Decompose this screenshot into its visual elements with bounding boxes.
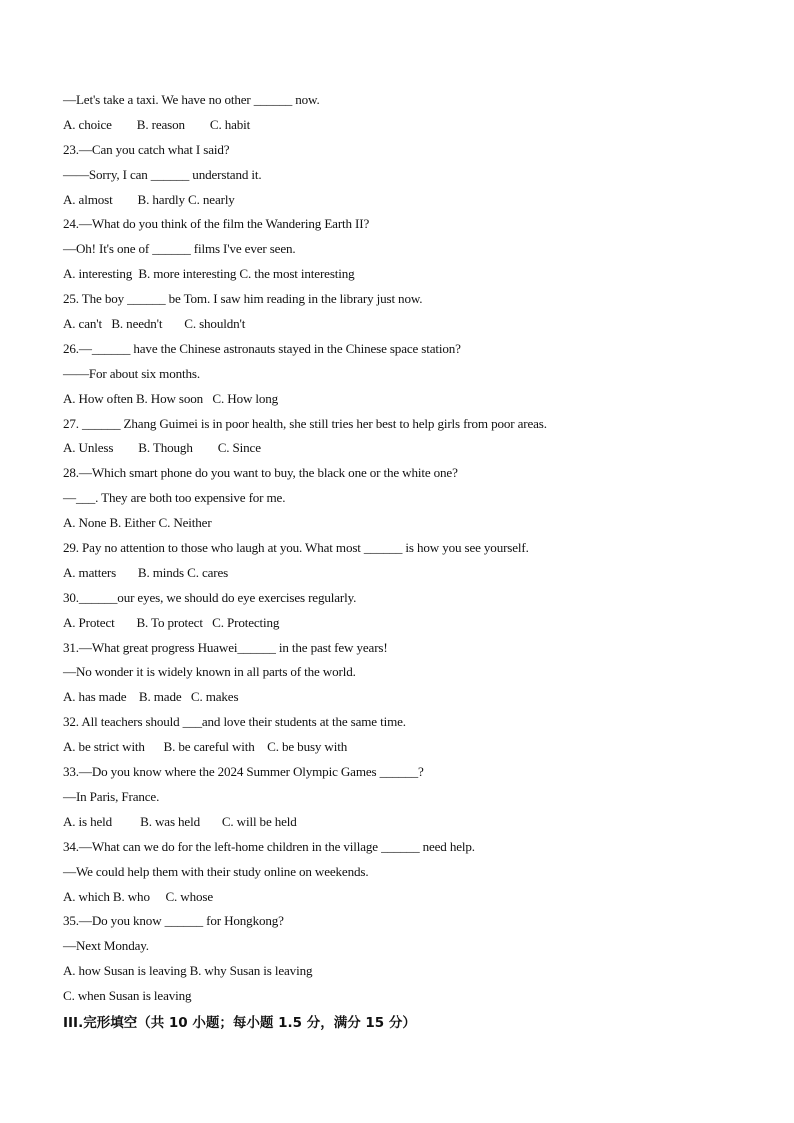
answer-options: A. how Susan is leaving B. why Susan is leaving	[63, 963, 313, 979]
text-line: —Next Monday.	[63, 938, 149, 954]
text-line: ——Sorry, I can ______ understand it.	[63, 166, 262, 182]
question-29: 29. Pay no attention to those who laugh at you. What most ______ is how you see yourself.	[63, 540, 529, 556]
answer-options: A. which B. who C. whose	[63, 888, 214, 904]
question-28: 28.—Which smart phone do you want to buy, the black one or the white one?	[63, 465, 458, 481]
answer-options: A. be strict with B. be careful with C. be busy with	[63, 739, 348, 755]
answer-options: A. interesting B. more interesting C. the most interesting	[63, 266, 355, 282]
document-page	[63, 91, 743, 1037]
question-32: 32. All teachers should ___and love their students at the same time.	[63, 714, 406, 730]
question-33: 33.—Do you know where the 2024 Summer Olympic Games ______?	[63, 764, 424, 780]
answer-options: A. can't B. needn't C. shouldn't	[63, 316, 246, 332]
answer-options: A. almost B. hardly C. nearly	[63, 191, 235, 207]
question-35: 35.—Do you know ______ for Hongkong?	[63, 913, 284, 929]
text-line: —We could help them with their study online on weekends.	[63, 863, 369, 879]
text-line: —No wonder it is widely known in all parts of the world.	[63, 664, 356, 680]
answer-options: C. when Susan is leaving	[63, 988, 192, 1004]
question-26: 26.—______ have the Chinese astronauts stayed in the Chinese space station?	[63, 340, 461, 356]
answer-options: A. has made B. made C. makes	[63, 689, 239, 705]
section-heading: III.完形填空（共 10 小题；每小题 1.5 分，满分 15 分）	[63, 1014, 416, 1031]
question-24: 24.—What do you think of the film the Wandering Earth II?	[63, 216, 370, 232]
question-27: 27. ______ Zhang Guimei is in poor health, she still tries her best to help girls from poor areas.	[63, 415, 547, 431]
text-line: —Oh! It's one of ______ films I've ever seen.	[63, 241, 296, 257]
question-34: 34.—What can we do for the left-home children in the village ______ need help.	[63, 838, 475, 854]
answer-options: A. choice B. reason C. habit	[63, 116, 251, 132]
text-line: —___. They are both too expensive for me.	[63, 490, 286, 506]
answer-options: A. How often B. How soon C. How long	[63, 390, 279, 406]
answer-options: A. Unless B. Though C. Since	[63, 440, 261, 456]
text-line: —Let's take a taxi. We have no other ______ now.	[63, 92, 320, 107]
answer-options: A. is held B. was held C. will be held	[63, 813, 297, 829]
question-31: 31.—What great progress Huawei______ in the past few years!	[63, 639, 388, 655]
text-line: ——For about six months.	[63, 365, 200, 381]
answer-options: A. None B. Either C. Neither	[63, 515, 212, 531]
text-line: —In Paris, France.	[63, 788, 160, 804]
answer-options: A. matters B. minds C. cares	[63, 564, 229, 580]
question-25: 25. The boy ______ be Tom. I saw him reading in the library just now.	[63, 291, 423, 307]
answer-options: A. Protect B. To protect C. Protecting	[63, 614, 280, 630]
question-30: 30.______our eyes, we should do eye exercises regularly.	[63, 589, 357, 605]
question-23: 23.—Can you catch what I said?	[63, 141, 230, 157]
